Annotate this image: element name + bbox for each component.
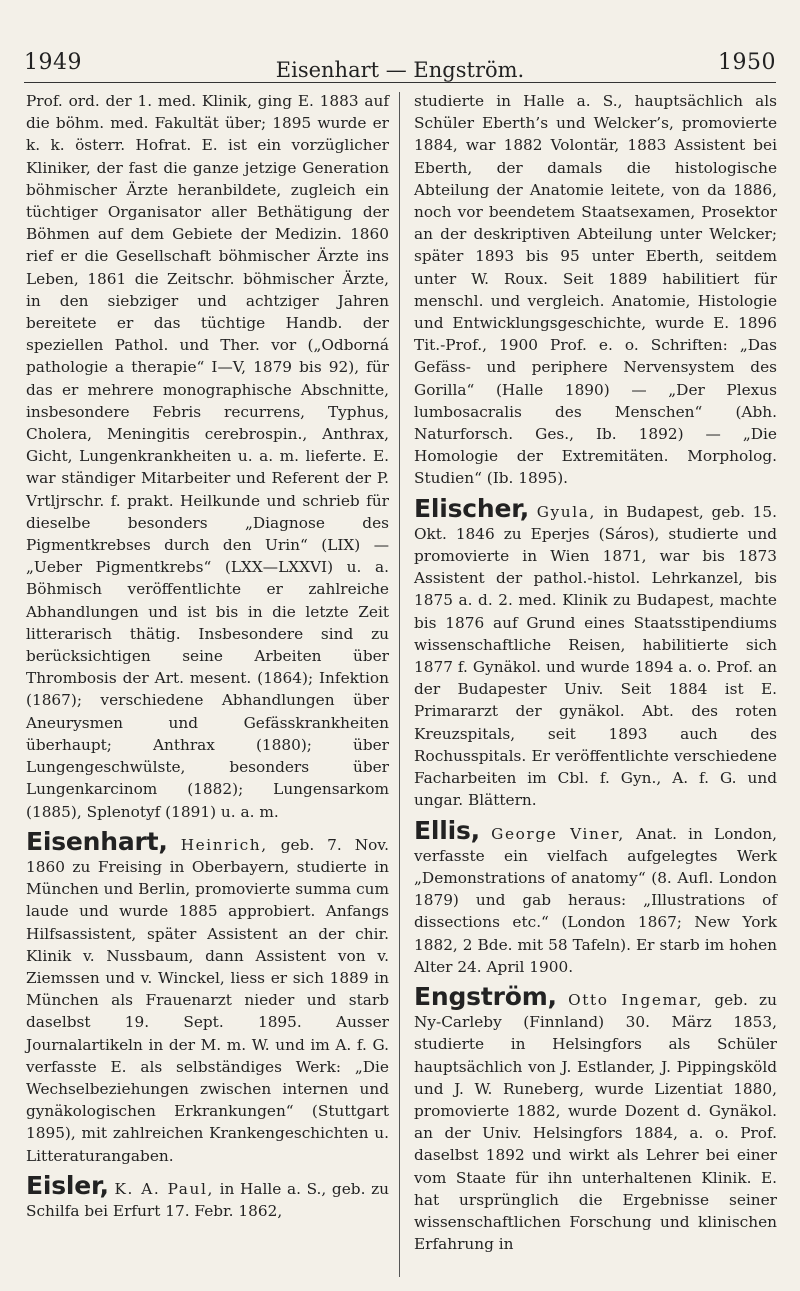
entry-ellis — [414, 815, 777, 978]
left-column-number: 1949 — [24, 50, 82, 75]
entry-name: Eisler, — [26, 1170, 109, 1200]
right-column — [414, 90, 777, 1263]
entry-text: in Halle a. S., geb. zu Schilfa bei Erfurt 17. Febr. 1862, — [26, 1179, 389, 1220]
entry-name: Ellis, — [414, 815, 480, 845]
entry-text: geb. 7. Nov. 1860 zu Freising in Oberbayern, studierte in München und Berlin, promovierte summa cum laude und wurde 1885 approbiert. Anfangs Hilfsassistent, später Assistent an der chir. Klinik v. Nussbaum, dann Assistent von v. Ziemssen und v. Winckel, liess er sich 1889 in München als Frauenarzt nieder und starb daselbst 19. Sept. 1895. Ausser Journalartikeln in der M. m. W. und im A. f. G. verfasste E. als selbständiges Werk: „Die Wechselbeziehungen zwischen internen und gynäkologischen Erkrankungen“ (Stuttgart 1895), mit zahlreichen Krankengeschichten u. Litteraturangaben. — [26, 835, 389, 1165]
entry-given-name: Heinrich, — [180, 835, 268, 854]
entry-name: Elischer, — [414, 493, 530, 523]
right-column-number: 1950 — [718, 50, 776, 75]
entry-name: Engström, — [414, 981, 557, 1011]
entry-name: Eisenhart, — [26, 826, 168, 856]
entry-eisler — [26, 1170, 389, 1222]
entry-text: in Budapest, geb. 15. Okt. 1846 zu Eperjes (Sáros), studierte und promovierte in Wien 1871, war bis 1873 Assistent der pathol.-histol. Lehrkanzel, bis 1875 a. d. 2. med. Klinik zu Budapest, machte bis 1876 auf Grund eines Staatsstipendiums wissenschaftliche Reisen, habilitierte sich 1877 f. Gynäkol. und wurde 1894 a. o. Prof. an der Budapester Univ. Seit 1884 ist E. Primararzt der gynäkol. Abt. des roten Kreuzspitals, seit 1893 auch des Rochusspitals. Er veröffentlichte verschiedene Facharbeiten im Cbl. f. Gyn., A. f. G. und ungar. Blättern. — [414, 502, 777, 810]
entry-text: geb. zu Ny-Carleby (Finnland) 30. März 1853, studierte in Helsingfors als Schüler hauptsächlich von J. Estlander, J. Pippingsköld und J. W. Runeberg, wurde Lizentiat 1880, promovierte 1882, wurde Dozent d. Gynäkol. an der Univ. Helsingfors 1884, a. o. Prof. daselbst 1892 und wirkt als Lehrer bei einer vom Staate für ihn unterhaltenen Klinik. E. hat ursprünglich die Ergebnisse seiner wissenschaftlichen Forschung und klinischen Erfahrung in — [414, 990, 777, 1254]
header-rule — [24, 82, 776, 83]
page-header — [0, 0, 800, 84]
entry-continuation-left: Prof. ord. der 1. med. Klinik, ging E. 1883 auf die böhm. med. Fakultät über; 1895 wurde er k. k. österr. Hofrat. E. ist ein vorzüglicher Kliniker, der fast die ganze jetzige Generation böhmischer Ärzte heranbildete, zugleich ein tüchtiger Organisator aller Bethätigung der Böhmen auf dem Gebiete der Medizin. 1860 rief er die Gesellschaft böhmischer Ärzte ins Leben, 1861 die Zeitschr. böhmischer Ärzte, in den siebziger und achtziger Jahren bereitete er das tüchtige Handb. der speziellen Pathol. und Ther. vor („Odborná pathologie a therapie“ I—V, 1879 bis 92), für das er mehrere monographische Abschnitte, insbesondere Febris recurrens, Typhus, Cholera, Meningitis cerebrospin., Anthrax, Gicht, Lungenkrankheiten u. a. m. lieferte. E. war ständiger Mitarbeiter und Referent der P. Vrtljrschr. f. prakt. Heilkunde und schrieb für dieselbe besonders „Diagnose des Pigmentkrebses durch den Urin“ (LIX) — „Ueber Pigmentkrebs“ (LXX—LXXVI) u. a. Böhmisch veröffentlichte er zahlreiche Abhandlungen und ist bis in die letzte Zeit litterarisch thätig. Insbesondere sind zu berücksichtigen seine Arbeiten über Thrombosis der Art. mesent. (1864); Infektion (1867); verschiedene Abhandlungen über Aneurysmen und Gefässkrankheiten überhaupt; Anthrax (1880); über Lungengeschwülste, besonders über Lungenkarcinom (1882); Lungensarkom (1885), Splenotyf (1891) u. a. m. — [26, 92, 389, 821]
entry-text: Anat. in London, verfasste ein vielfach aufgelegtes Werk „Demonstrations of anatomy“ (8. Aufl. London 1879) und gab heraus: „Illustrations of dissections etc.“ (London 1867; New York 1882, 2 Bde. mit 58 Tafeln). Er starb im hohen Alter 24. April 1900. — [414, 824, 777, 976]
column-divider — [399, 92, 400, 1277]
entry-eisenhart — [26, 826, 389, 1167]
entry-elischer — [414, 493, 777, 812]
entry-continuation-right: studierte in Halle a. S., hauptsächlich als Schüler Eberth’s und Welcker’s, promovierte 1884, war 1882 Volontär, 1883 Assistent bei Eberth, der damals die histologische Abteilung der Anatomie leitete, von da 1886, noch vor beendetem Staatsexamen, Prosektor an der deskriptiven Abteilung unter Welcker; später 1893 bis 95 unter Eberth, seitdem unter W. Roux. Seit 1889 habilitiert für menschl. und vergleich. Anatomie, Histologie und Entwicklungsgeschichte, wurde E. 1896 Tit.-Prof., 1900 Prof. e. o. Schriften: „Das Gefäss- und periphere Nervensystem des Gorilla“ (Halle 1890) — „Der Plexus lumbosacralis des Menschen“ (Abh. Naturforsch. Ges., Ib. 1892) — „Die Homologie der Extremitäten. Morpholog. Studien“ (Ib. 1895). — [414, 92, 777, 488]
entry-given-name: George Viner, — [491, 824, 625, 843]
entry-given-name: Otto Ingemar, — [568, 990, 704, 1009]
running-head: Eisenhart — Engström. — [275, 58, 525, 82]
entry-engstroem — [414, 981, 777, 1255]
left-column — [26, 90, 389, 1230]
entry-given-name: Gyula, — [536, 502, 596, 521]
entry-given-name: K. A. Paul, — [114, 1179, 214, 1198]
